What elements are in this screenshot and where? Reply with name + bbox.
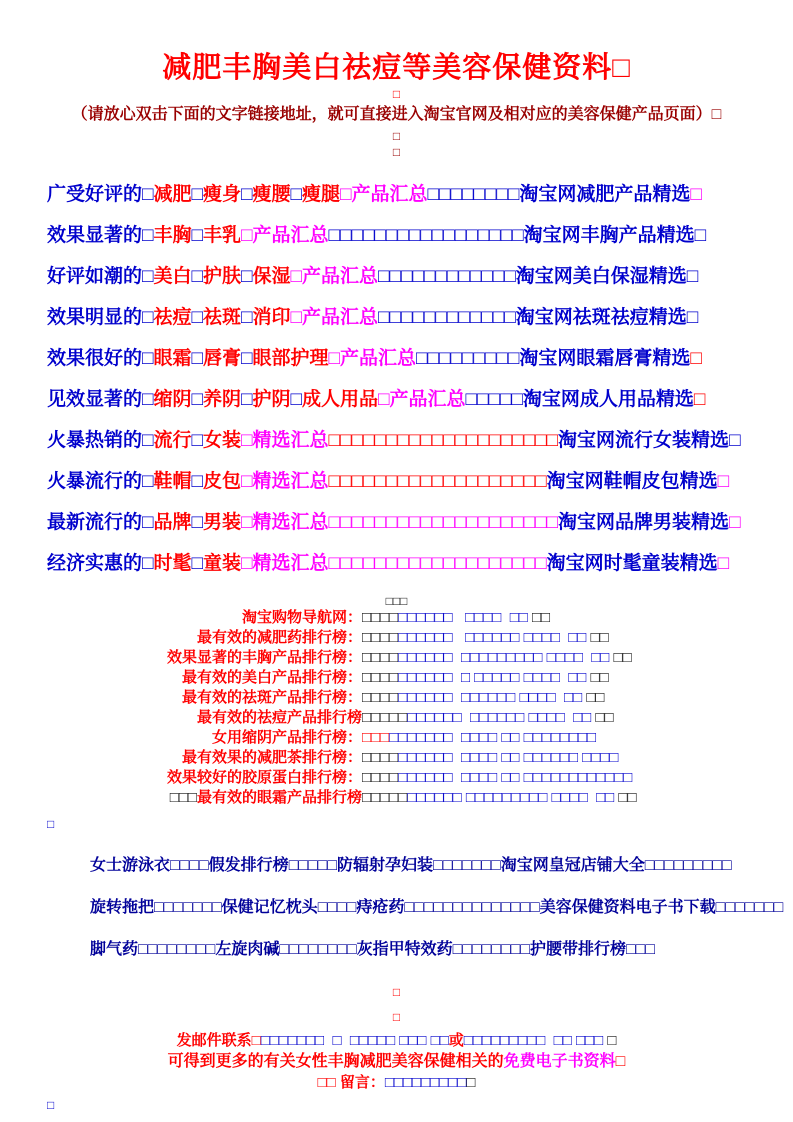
ranking-label [47,788,362,808]
ranking-row-female [47,728,793,748]
ranking-label [47,608,362,628]
text-segment[interactable]: 精选汇总 [252,471,329,492]
text-segment[interactable]: 产品汇总 [351,184,428,205]
email-contact-line[interactable] [0,1030,793,1051]
placeholder-box-run[interactable]: □ [729,512,741,533]
placeholder-box-run[interactable]: □ [686,307,699,328]
placeholder-box-run[interactable]: □□□□ [362,649,399,666]
placeholder-box-run[interactable]: □□ [590,629,609,646]
placeholder-box-run[interactable]: □□□□ [362,669,399,686]
ranking-label [47,668,362,688]
text-segment: 效果显著的丰胸产品排行榜： [166,649,362,666]
text-segment[interactable]: 产品汇总 [252,225,329,246]
placeholder-box-run[interactable]: □ [191,348,203,369]
ranking-label [47,628,362,648]
placeholder-box-run[interactable]: □ [191,430,203,451]
placeholder-box-run[interactable]: □□□□□□□ □□□□ □□ □□□□□□□□ [389,729,597,746]
placeholder-box-run: □□□ [169,789,197,806]
ranking-label [47,648,362,668]
placeholder-box-run[interactable]: □ [340,184,352,205]
placeholder-box-run[interactable]: □□□□ [170,857,209,874]
placeholder-box-run[interactable]: □ [191,225,203,246]
text-segment[interactable]: 养阴 [203,389,242,410]
text-segment: 最有效的眼霜产品排行榜 [196,789,362,806]
placeholder-box-run[interactable]: □ [142,430,154,451]
placeholder-box-run[interactable]: □□□□□ [362,709,408,726]
placeholder-box-run[interactable]: □□□□□□ □□□□ □□ □□□□□□□□□□□□ [398,769,633,786]
placeholder-box-run[interactable]: □ [290,184,302,205]
ranking-link-boxes[interactable] [362,689,604,706]
product-link-line-menswear[interactable] [47,512,793,533]
text-segment[interactable]: 精选汇总 [252,430,329,451]
text-segment[interactable]: 瘦腰 [252,184,291,205]
placeholder-box-run[interactable]: □□□□□□□□ [452,941,530,958]
free-ebook-text [0,1051,793,1072]
placeholder-box-run[interactable]: □ [241,553,253,574]
placeholder-box-run[interactable]: □□□□□□□□□□□□□□□□□ [328,225,524,246]
ranking-link-boxes[interactable] [362,709,614,726]
ranking-row-nav [47,608,793,628]
placeholder-box-run[interactable]: □□□ [626,941,655,958]
placeholder-box-run[interactable]: □□ 留言： [317,1074,385,1091]
text-segment[interactable]: 护腰带排行榜 [529,941,626,958]
text-segment[interactable]: 丰胸 [153,225,192,246]
placeholder-box-run[interactable]: □ [191,389,203,410]
product-link-line-whitening[interactable] [47,266,793,287]
ranking-row-collagen [47,768,793,788]
text-segment[interactable]: 美容保健资料电子书下载 [539,899,716,916]
text-segment[interactable]: 瘦腿 [302,184,341,205]
placeholder-box-run[interactable]: □ [241,225,253,246]
placeholder-box: □ [392,129,401,143]
text-segment: 最有效的美白产品排行榜： [181,669,362,686]
ranking-link-boxes[interactable] [362,729,596,746]
text-segment[interactable]: 淘宝网美白保湿精选 [515,266,687,287]
text-segment[interactable]: 旋转拖把 [90,899,155,916]
placeholder-box-run[interactable]: □ [241,348,253,369]
placeholder-box-run: □ [615,1053,626,1070]
product-link-line-adult[interactable] [47,389,793,410]
placeholder-box-run[interactable]: □ [328,348,340,369]
text-segment[interactable]: 效果显著的 [47,225,143,246]
text-segment[interactable]: 护阴 [252,389,291,410]
text-segment[interactable]: 精选汇总 [252,512,329,533]
text-segment[interactable]: 防辐射孕妇装 [337,857,434,874]
ranking-label [47,748,362,768]
text-segment: 免费电子书资料 [503,1053,616,1070]
placeholder-box-run[interactable]: □ [290,307,302,328]
placeholder-box: □ [392,87,401,101]
placeholder-box-run[interactable]: □□□□□□□□□□□□□□□□□□□□ [328,512,559,533]
text-segment[interactable]: 淘宝网时髦童装精选 [546,553,718,574]
ranking-row-diet-tea [47,748,793,768]
text-segment[interactable]: 眼部护理 [252,348,329,369]
ranking-row-acne [47,708,793,728]
text-segment[interactable]: 效果很好的 [47,348,143,369]
placeholder-box-run[interactable]: □□□□□□□□□□□□□□□□□□□ [328,553,547,574]
placeholder-box-run[interactable]: □ [241,266,253,287]
text-segment[interactable]: 淘宝网成人用品精选 [522,389,694,410]
placeholder-box-run[interactable]: □ [694,225,707,246]
text-segment[interactable]: 好评如潮的 [47,266,143,287]
placeholder-box-run[interactable]: □□□□ [362,609,399,626]
contact-section [0,980,793,1093]
text-segment: 可得到更多的有关女性丰胸减肥美容保健相关的 [167,1053,504,1070]
text-segment[interactable]: 减肥 [153,184,192,205]
quick-links-line-2[interactable] [90,896,793,919]
placeholder-box-run[interactable]: □□□□ [362,769,399,786]
placeholder-box: □ [47,817,55,831]
placeholder-box-run[interactable]: □□ [590,669,609,686]
placeholder-box-run[interactable]: □ [191,553,203,574]
placeholder-box-run[interactable]: □□□□□□□ □ □□□□□ □□□ □□ [260,1032,449,1049]
placeholder-box-run[interactable]: □□□□□□□ [154,899,222,916]
text-segment[interactable]: 祛痘 [153,307,192,328]
placeholder-box-run[interactable]: □ [241,471,253,492]
text-segment[interactable]: 男装 [203,512,242,533]
text-segment: 效果较好的胶原蛋白排行榜： [166,769,362,786]
placeholder-box-run[interactable]: □ [686,266,699,287]
placeholder-box-run[interactable]: □□□□ [362,689,399,706]
placeholder-box-run[interactable]: □□ [586,689,605,706]
placeholder-box-run[interactable]: □□□□□ [288,857,338,874]
ranking-label [47,728,362,748]
text-segment: 最有效果的减肥茶排行榜： [181,749,362,766]
placeholder-box-run[interactable]: □ [466,1074,476,1091]
placeholder-box-run[interactable]: □□□□□□□□□□□□ [378,307,516,328]
text-segment[interactable]: 灰指甲特效药 [356,941,453,958]
text-segment[interactable]: 淘宝网眼霜唇膏精选 [519,348,691,369]
text-segment[interactable]: 女装 [203,430,242,451]
ranking-link-boxes[interactable] [362,749,618,766]
placeholder-box-run[interactable]: □ [142,553,154,574]
quick-links-section [90,854,793,961]
ranking-link-boxes[interactable] [362,769,632,786]
placeholder-box-run[interactable]: □□ [613,649,632,666]
placeholder-box-run[interactable]: □ [142,266,154,287]
placeholder-box-run[interactable]: □ [191,184,203,205]
text-segment[interactable]: 淘宝网祛斑祛痘精选 [515,307,687,328]
product-link-line-womenswear[interactable] [47,430,793,451]
placeholder-box-run[interactable]: □□□□□□ □□□□ □□ □□□□□□ □□□□ [398,749,619,766]
text-segment[interactable]: 淘宝网鞋帽皮包精选 [546,471,718,492]
ranking-row-spot [47,688,793,708]
placeholder-box-run[interactable]: □ [191,512,203,533]
placeholder-box-run[interactable]: □ [690,184,702,205]
page-title: 减肥丰胸美白祛痘等美容保健资料□ [162,52,631,84]
placeholder-box-run[interactable]: □ [607,1032,617,1049]
quick-links-line-1[interactable] [90,854,793,877]
text-segment[interactable]: 童装 [203,553,242,574]
ranking-row-breast [47,648,793,668]
placeholder-box-run[interactable]: □□□□ [362,749,399,766]
ranking-link-boxes[interactable] [362,609,550,626]
placeholder-box-run[interactable]: □ [191,266,203,287]
text-segment[interactable]: 消印 [252,307,291,328]
ranking-section [0,594,793,808]
text-segment[interactable]: 眼霜 [153,348,192,369]
placeholder-box-run[interactable]: □ [142,512,154,533]
placeholder-box-run[interactable]: □□□□ [362,629,399,646]
text-segment[interactable]: 流行 [153,430,192,451]
text-segment[interactable]: 最新流行的 [47,512,143,533]
text-segment[interactable]: 鞋帽 [153,471,192,492]
placeholder-box-run[interactable]: □ [142,307,154,328]
text-segment[interactable]: 瘦身 [203,184,242,205]
placeholder-box-run[interactable]: □□□□□□□□□ [644,857,732,874]
text-segment[interactable]: 见效显著的 [47,389,143,410]
product-link-line-breast[interactable] [47,225,793,246]
placeholder-box-run[interactable]: □□□□□□□□□□□□□□□□□□□ [328,471,547,492]
product-link-line-eyecream[interactable] [47,348,793,369]
text-segment[interactable]: 火暴热销的 [47,430,143,451]
product-link-line-kidswear[interactable] [47,553,793,574]
product-link-line-acne[interactable] [47,307,793,328]
page-subtitle: （请放心双击下面的文字链接地址，就可直接进入淘宝官网及相对应的美容保健产品页面）□ [71,106,722,123]
quick-links-line-3[interactable] [90,938,793,961]
placeholder-box-run[interactable]: □□□□□□□□ [138,941,216,958]
placeholder-box-run[interactable]: □□□□□□ □□□□□□ □□□□ □□ [398,629,591,646]
text-segment[interactable]: 火暴流行的 [47,471,143,492]
text-segment[interactable]: 产品汇总 [302,266,379,287]
placeholder-box-run[interactable]: □□□□ [317,899,357,916]
ranking-link-boxes[interactable] [362,789,637,806]
placeholder-box-run[interactable]: □□ [531,609,551,626]
text-segment[interactable]: 淘宝网皇冠店铺大全 [500,857,645,874]
text-segment[interactable]: 皮包 [203,471,242,492]
text-segment[interactable]: 脚气药 [90,941,139,958]
text-segment[interactable]: 产品汇总 [302,307,379,328]
text-segment: 最有效的祛斑产品排行榜： [181,689,362,706]
ranking-label [47,768,362,788]
text-segment[interactable]: 祛斑 [203,307,242,328]
placeholder-box-run[interactable]: □ [378,389,390,410]
text-segment[interactable]: 或 [448,1032,464,1049]
placeholder-box-run[interactable]: □ [142,389,154,410]
text-segment[interactable]: 淘宝网减肥产品精选 [519,184,691,205]
placeholder-box-run[interactable]: □ [142,471,154,492]
text-segment[interactable]: 产品汇总 [340,348,417,369]
placeholder-box-run[interactable]: □ [142,225,154,246]
placeholder-box-run[interactable]: □ [717,471,730,492]
text-segment[interactable]: 唇膏 [203,348,242,369]
placeholder-box-run[interactable]: □□□□□□□□ [427,184,520,205]
ranking-row-whitening [47,668,793,688]
placeholder-box-run[interactable]: □□□□□□□□□□□□ [378,266,516,287]
placeholder-boxes: □□□ [385,594,408,608]
text-segment[interactable]: 女士游泳衣 [90,857,171,874]
placeholder-box-run[interactable]: □□□□□□ □□□□□□ □□□□ □□ [407,709,596,726]
product-link-line-slimming[interactable] [47,184,793,205]
text-segment[interactable]: 精选汇总 [252,553,329,574]
text-segment[interactable]: 经济实惠的 [47,553,143,574]
product-links-section [47,184,793,574]
placeholder-box-run[interactable]: □□□□□ [465,389,523,410]
placeholder-box-run[interactable]: □□□□□□ □□□□□□□□□ □□□□ □□ [398,649,614,666]
placeholder-box-run[interactable]: □□□□□□□□□□□□□□ [404,899,540,916]
ranking-link-boxes[interactable] [362,669,609,686]
text-segment[interactable]: 时髦 [153,553,192,574]
placeholder-box-run[interactable]: □□□□□□□□□□□□□□□□□□□□ [328,430,559,451]
placeholder-box-run[interactable]: □ [729,430,741,451]
text-segment: 最有效的减肥药排行榜： [196,629,362,646]
placeholder-box-run[interactable]: □ [142,184,154,205]
placeholder-box: □ [392,1010,401,1024]
placeholder-box-run[interactable]: □ [142,348,154,369]
placeholder-box-run[interactable]: □ [191,307,203,328]
text-segment[interactable]: 缩阴 [153,389,192,410]
placeholder-box-run[interactable]: □□□□□ [362,789,408,806]
placeholder-box-run[interactable]: □ [290,389,302,410]
placeholder-box-run[interactable]: □□□□□□□ [715,899,784,916]
text-segment[interactable]: 效果明显的 [47,307,143,328]
placeholder-box-run[interactable]: □□□□□□ □□□□□□ □□□□ □□ [398,689,587,706]
text-segment[interactable]: 淘宝网品牌男装精选 [558,512,730,533]
placeholder-box-run[interactable]: □ [241,184,253,205]
text-segment[interactable]: 痔疮药 [356,899,405,916]
message-line[interactable] [0,1072,793,1093]
placeholder-box-run[interactable]: □ [290,266,302,287]
placeholder-box-run[interactable]: □ [241,430,253,451]
placeholder-box: □ [392,985,401,999]
placeholder-box: □ [47,1098,55,1112]
text-segment[interactable]: 淘宝网流行女装精选 [558,430,730,451]
text-segment: 女用缩阴产品排行榜： [211,729,362,746]
placeholder-box-run[interactable]: □□□□□□ □ □□□□□ □□□□ □□ [398,669,591,686]
text-segment[interactable]: 护肤 [203,266,242,287]
text-segment[interactable]: 产品汇总 [389,389,466,410]
placeholder-box-run[interactable]: □ [717,553,730,574]
text-segment[interactable]: 品牌 [153,512,192,533]
placeholder-box-run[interactable]: □□□□□□□□ [279,941,357,958]
placeholder-box: □ [392,145,401,159]
placeholder-box-run[interactable]: □ [690,348,702,369]
placeholder-box-run[interactable]: □□□□□□□ [433,857,501,874]
text-segment[interactable]: 美白 [153,266,192,287]
placeholder-box-run[interactable]: □ [251,1032,261,1049]
text-segment[interactable]: 淘宝网丰胸产品精选 [523,225,695,246]
placeholder-box-run[interactable]: □ [241,389,253,410]
text-segment[interactable]: 左旋肉碱 [215,941,280,958]
placeholder-box-run[interactable]: □□□□□□ □□□□ □□ [398,609,532,626]
placeholder-box-run[interactable]: □□□□□□□□□ [416,348,520,369]
text-segment[interactable]: 保健记忆枕头 [221,899,318,916]
text-segment[interactable]: 假发排行榜 [208,857,289,874]
text-segment[interactable]: 成人用品 [302,389,379,410]
text-segment[interactable]: 广受好评的 [47,184,143,205]
text-segment: 最有效的祛痘产品排行榜 [196,709,362,726]
placeholder-box-run[interactable]: □ [241,512,253,533]
placeholder-box-run[interactable]: □ [241,307,253,328]
product-link-line-shoes-bags[interactable] [47,471,793,492]
text-segment[interactable]: 保湿 [252,266,291,287]
ranking-link-boxes[interactable] [362,629,609,646]
ranking-row-eyecream [47,788,793,808]
text-segment[interactable]: 发邮件联系 [176,1032,252,1049]
text-segment[interactable]: 丰乳 [203,225,242,246]
text-segment: 淘宝购物导航网： [241,609,362,626]
ranking-link-boxes[interactable] [362,649,632,666]
placeholder-box-run[interactable]: □□□ [362,729,390,746]
ranking-label [47,708,362,728]
placeholder-box-run[interactable]: □ [693,389,706,410]
placeholder-box-run[interactable]: □□□□□□ □□□□□□□□□ □□□□ □□ [407,789,619,806]
placeholder-box-run[interactable]: □□ [595,709,614,726]
placeholder-box-run[interactable]: □ [191,471,203,492]
placeholder-box-run[interactable]: □□□□□□□□□ □□ □□□ [463,1032,608,1049]
ranking-label [47,688,362,708]
placeholder-box-run[interactable]: □□ [618,789,637,806]
placeholder-box-run[interactable]: □□□□□□□□□ [384,1074,467,1091]
ranking-row-diet-pill [47,628,793,648]
